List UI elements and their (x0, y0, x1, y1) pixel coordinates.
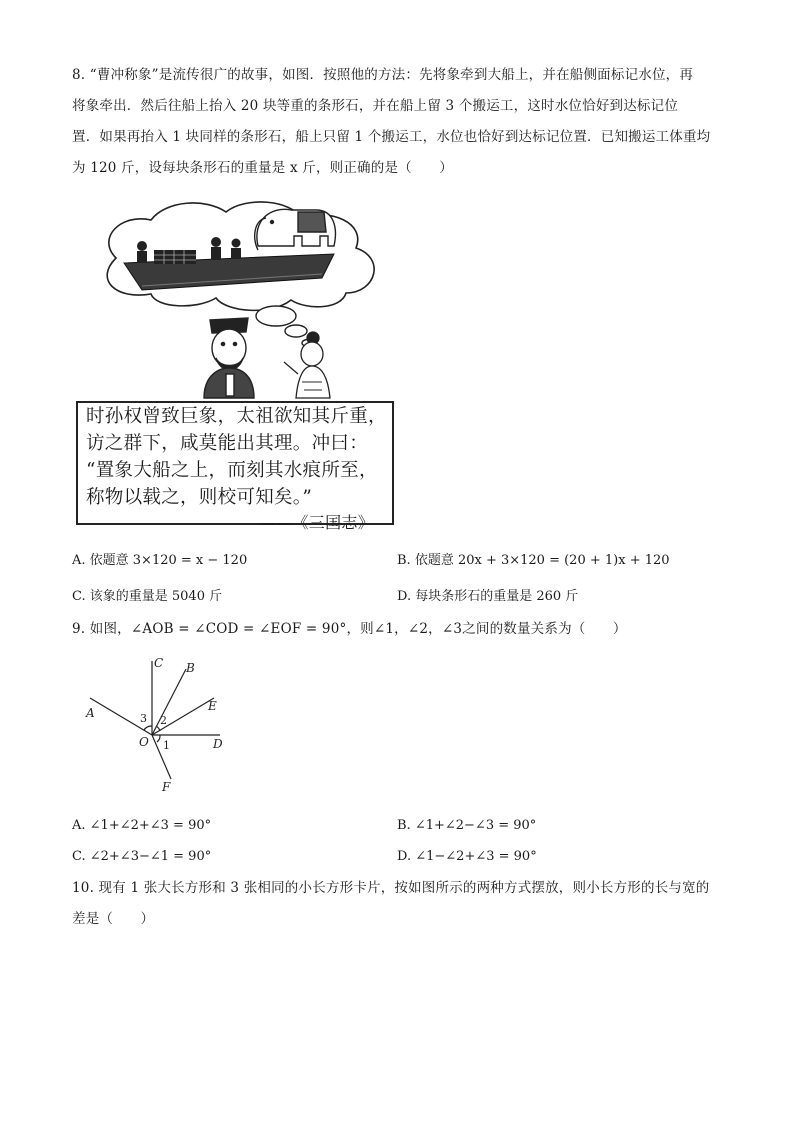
question-9-text: 9. 如图，∠AOB = ∠COD = ∠EOF = 90°，则∠1，∠2，∠3之间的数量关系为（ ） (72, 621, 627, 637)
question-8-text (72, 60, 722, 184)
label-b: B (186, 661, 195, 675)
label-o: O (139, 735, 149, 749)
sanguozhi-quote-box (76, 401, 394, 532)
question-9-option-a: A. ∠1+∠2+∠3 = 90° (72, 818, 212, 833)
quote-line-3: “置象大船之上，而刻其水痕所至， (86, 460, 378, 481)
label-angle-2: 2 (160, 714, 167, 727)
question-8-option-b: B. 依题意 20x + 3×120 = (20 + 1)x + 120 (397, 553, 670, 568)
quote-source: ——《三国志》 (259, 513, 374, 532)
question-8-line-1: 8. “曹冲称象”是流传很广的故事，如图．按照他的方法：先将象牵到大船上，并在船侧面标记水位，再 (72, 67, 694, 83)
question-9-option-b: B. ∠1+∠2−∠3 = 90° (397, 818, 537, 833)
angle-diagram (82, 655, 232, 795)
label-angle-3: 3 (140, 712, 147, 725)
arc-angle-1 (157, 735, 160, 742)
question-8-option-a: A. 依题意 3×120 = x − 120 (72, 553, 248, 568)
label-d: D (213, 737, 223, 751)
question-10-line-1: 10. 现有 1 张大长方形和 3 张相同的小长方形卡片，按如图所示的两种方式摆放，则小长方形的长与宽的 (72, 880, 710, 896)
question-8-line-4: 为 120 斤，设每块条形石的重量是 x 斤，则正确的是（ ） (72, 160, 453, 176)
official-figure-icon (204, 318, 254, 398)
label-e: E (208, 699, 217, 713)
question-8-option-c: C. 该象的重量是 5040 斤 (72, 589, 223, 604)
question-8-line-3: 置．如果再抬入 1 块同样的条形石，船上只留 1 个搬运工，水位也恰好到达标记位置．已知搬运工体重均 (72, 129, 711, 145)
quote-line-4: 称物以载之，则校可知矣。” (86, 487, 313, 508)
label-c: C (154, 656, 164, 670)
quote-line-2: 访之群下，咸莫能出其理。冲曰： (86, 433, 369, 454)
question-8-option-d: D. 每块条形石的重量是 260 斤 (397, 589, 579, 604)
question-9-option-d: D. ∠1−∠2+∠3 = 90° (397, 849, 537, 864)
label-a: A (86, 706, 95, 720)
quote-line-1: 时孙权曾致巨象，太祖欲知其斤重， (86, 406, 387, 427)
question-8-line-2: 将象牵出．然后往船上抬入 20 块等重的条形石，并在船上留 3 个搬运工，这时水位恰好到达标记位 (72, 98, 679, 114)
arc-angle-3 (144, 726, 152, 730)
label-angle-1: 1 (163, 739, 170, 752)
question-10-text (72, 873, 722, 935)
question-9-option-c: C. ∠2+∠3−∠1 = 90° (72, 849, 212, 864)
thought-bubbles (256, 306, 314, 347)
question-10-line-2: 差是（ ） (72, 911, 155, 927)
label-f: F (162, 780, 171, 794)
